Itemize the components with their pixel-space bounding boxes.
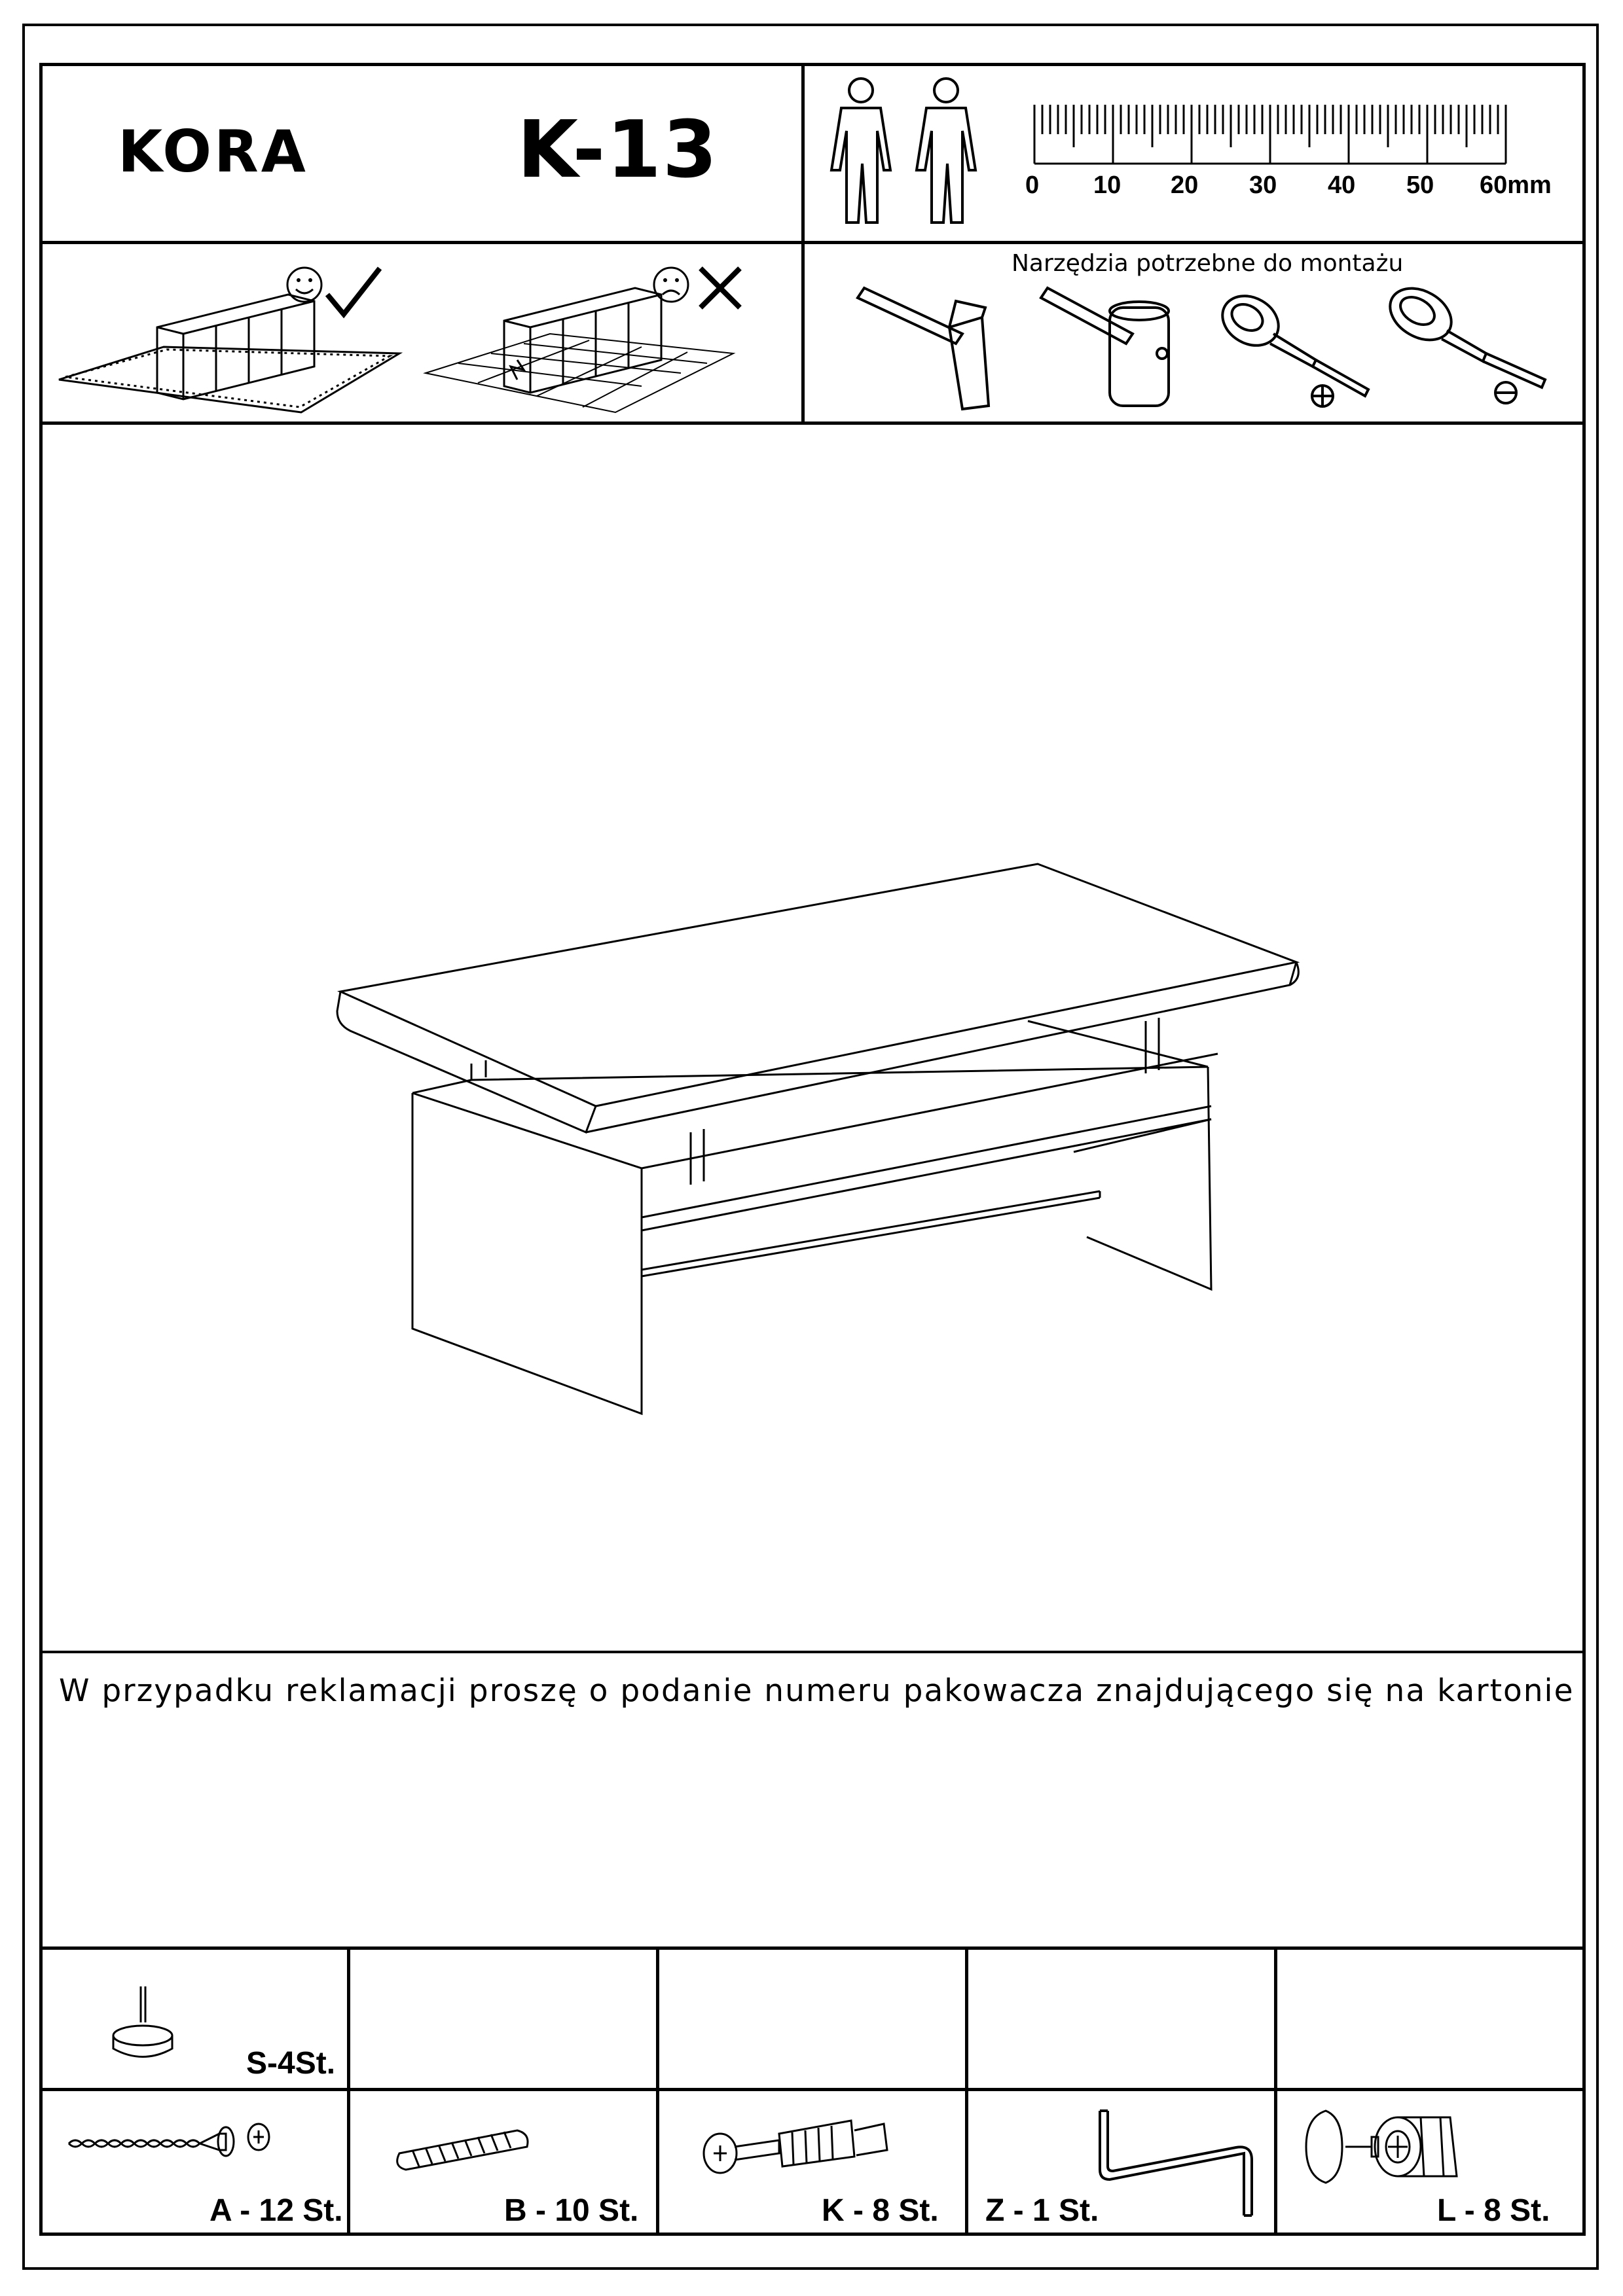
ruler-label-40: 40 (1328, 171, 1356, 199)
screw-icon (62, 2104, 285, 2176)
header-center-divider (801, 63, 805, 424)
parts-col-divider-3 (965, 1946, 968, 2234)
mallet-icon (1034, 281, 1205, 412)
header-bottom-line (39, 422, 1586, 425)
checkmark-icon (327, 268, 380, 314)
part-label-a: A - 12 St. (210, 2193, 343, 2228)
part-label-l: L - 8 St. (1437, 2193, 1550, 2228)
wooden-dowel-icon (386, 2121, 543, 2173)
cam-lock-icon (1300, 2104, 1483, 2189)
do-not-assemble-on-hard-floor-illustration (419, 255, 799, 419)
allen-key-icon (1087, 2098, 1270, 2222)
ruler-label-60mm: 60mm (1480, 171, 1552, 199)
part-label-b: B - 10 St. (504, 2193, 639, 2228)
coffee-table-illustration (327, 851, 1322, 1427)
part-label-s: S-4St. (246, 2046, 336, 2081)
parts-table-top-line (39, 1946, 1586, 1950)
ruler-label-20: 20 (1171, 171, 1199, 199)
happy-face-icon (287, 268, 321, 302)
ruler-label-30: 30 (1249, 171, 1277, 199)
flat-screwdriver-icon (1381, 281, 1565, 412)
complaint-notice: W przypadku reklamacji proszę o podanie numeru pakowacza znajdującego się na kartonie (59, 1673, 1575, 1709)
header-divider (39, 241, 1586, 244)
hammer-icon (851, 281, 1021, 412)
cross-icon (701, 268, 740, 308)
furniture-glide-icon (105, 1983, 183, 2075)
tools-title: Narzędzia potrzebne do montażu (1012, 250, 1404, 277)
ruler-label-50: 50 (1406, 171, 1434, 199)
part-label-k: K - 8 St. (822, 2193, 939, 2228)
notice-top-line (39, 1651, 1586, 1653)
parts-col-divider-1 (347, 1946, 350, 2234)
sad-face-icon (654, 268, 688, 302)
ruler-labels (1021, 171, 1552, 204)
part-label-z: Z - 1 St. (985, 2193, 1099, 2228)
ruler-label-0: 0 (1025, 171, 1040, 199)
ruler-label-10: 10 (1093, 171, 1122, 199)
phillips-screwdriver-icon (1218, 288, 1401, 419)
parts-table-middle-line (39, 2088, 1586, 2091)
assemble-on-carpet-illustration (52, 255, 419, 419)
connector-bolt-icon (694, 2104, 903, 2183)
parts-col-divider-2 (656, 1946, 659, 2234)
model-number: K-13 (517, 105, 719, 196)
parts-col-divider-4 (1274, 1946, 1277, 2234)
two-person-assembly-icon (815, 72, 998, 236)
brand-name: KORA (118, 118, 308, 185)
